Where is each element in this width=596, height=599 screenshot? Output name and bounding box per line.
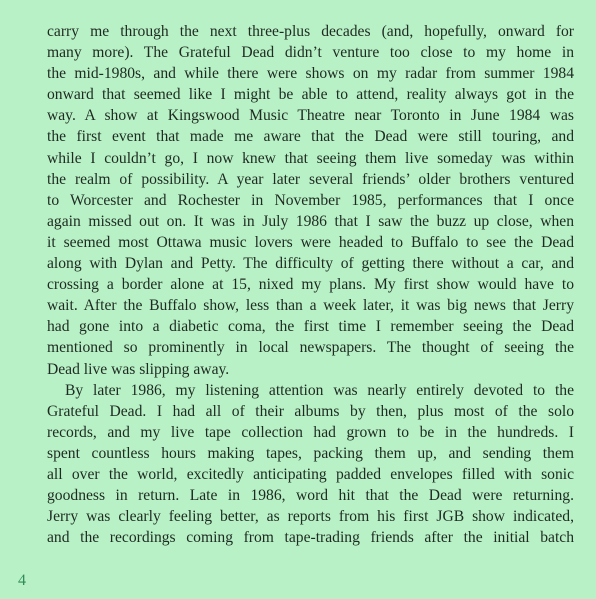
text-line: way. A show at Kingswood Music Theatre near Toronto in June 1984 was xyxy=(47,107,574,125)
text-line: mentioned so prominently in local newspapers. The thought of seeing the xyxy=(47,339,574,357)
text-line: onward that seemed like I might be able to attend, reality always got in the xyxy=(47,86,574,104)
page-number: 4 xyxy=(18,572,26,589)
text-line: wait. After the Buffalo show, less than a week later, it was big news that Jerry xyxy=(47,297,574,315)
text-line: carry me through the next three-plus decades (and, hopefully, onward for xyxy=(47,23,574,40)
text-line: spent countless hours making tapes, packing them up, and sending them xyxy=(47,444,574,462)
text-line: along with Dylan and Petty. The difficulty of getting there without a car, and xyxy=(47,255,574,273)
body-text xyxy=(47,21,574,548)
text-line: again missed out on. It was in July 1986 that I saw the buzz up close, when xyxy=(47,212,574,230)
text-line: Grateful Dead. I had all of their albums by then, plus most of the solo xyxy=(47,402,574,420)
text-line: the mid-1980s, and while there were shows on my radar from summer 1984 xyxy=(47,65,574,83)
text-line: the realm of possibility. A year later several friends’ older brothers ventured xyxy=(47,170,574,188)
text-line: many more). The Grateful Dead didn’t venture too close to my home in xyxy=(47,44,574,62)
text-line: had gone into a diabetic coma, the first time I remember seeing the Dead xyxy=(47,318,574,336)
text-line: while I couldn’t go, I now knew that seeing them live someday was within xyxy=(47,149,574,167)
paragraph-end-line: Dead live was slipping away. xyxy=(47,360,230,378)
text-line: crossing a border alone at 15, nixed my plans. My first show would have to xyxy=(47,276,574,294)
text-line: and the recordings coming from tape-trading friends after the initial batch xyxy=(47,529,574,547)
text-line: it seemed most Ottawa music lovers were headed to Buffalo to see the Dead xyxy=(47,233,574,251)
paragraph-start-line: By later 1986, my listening attention was nearly entirely devoted to the xyxy=(65,381,574,399)
text-line: to Worcester and Rochester in November 1985, performances that I once xyxy=(47,191,574,209)
text-line: Jerry was clearly feeling better, as reports from his first JGB show indicated, xyxy=(47,508,574,526)
text-line: goodness in return. Late in 1986, word hit that the Dead were returning. xyxy=(47,487,574,505)
text-line: all over the world, excitedly anticipating padded envelopes filled with sonic xyxy=(47,465,574,483)
text-line: records, and my live tape collection had grown to be in the hundreds. I xyxy=(47,423,574,441)
text-line: the first event that made me aware that the Dead were still touring, and xyxy=(47,128,574,146)
